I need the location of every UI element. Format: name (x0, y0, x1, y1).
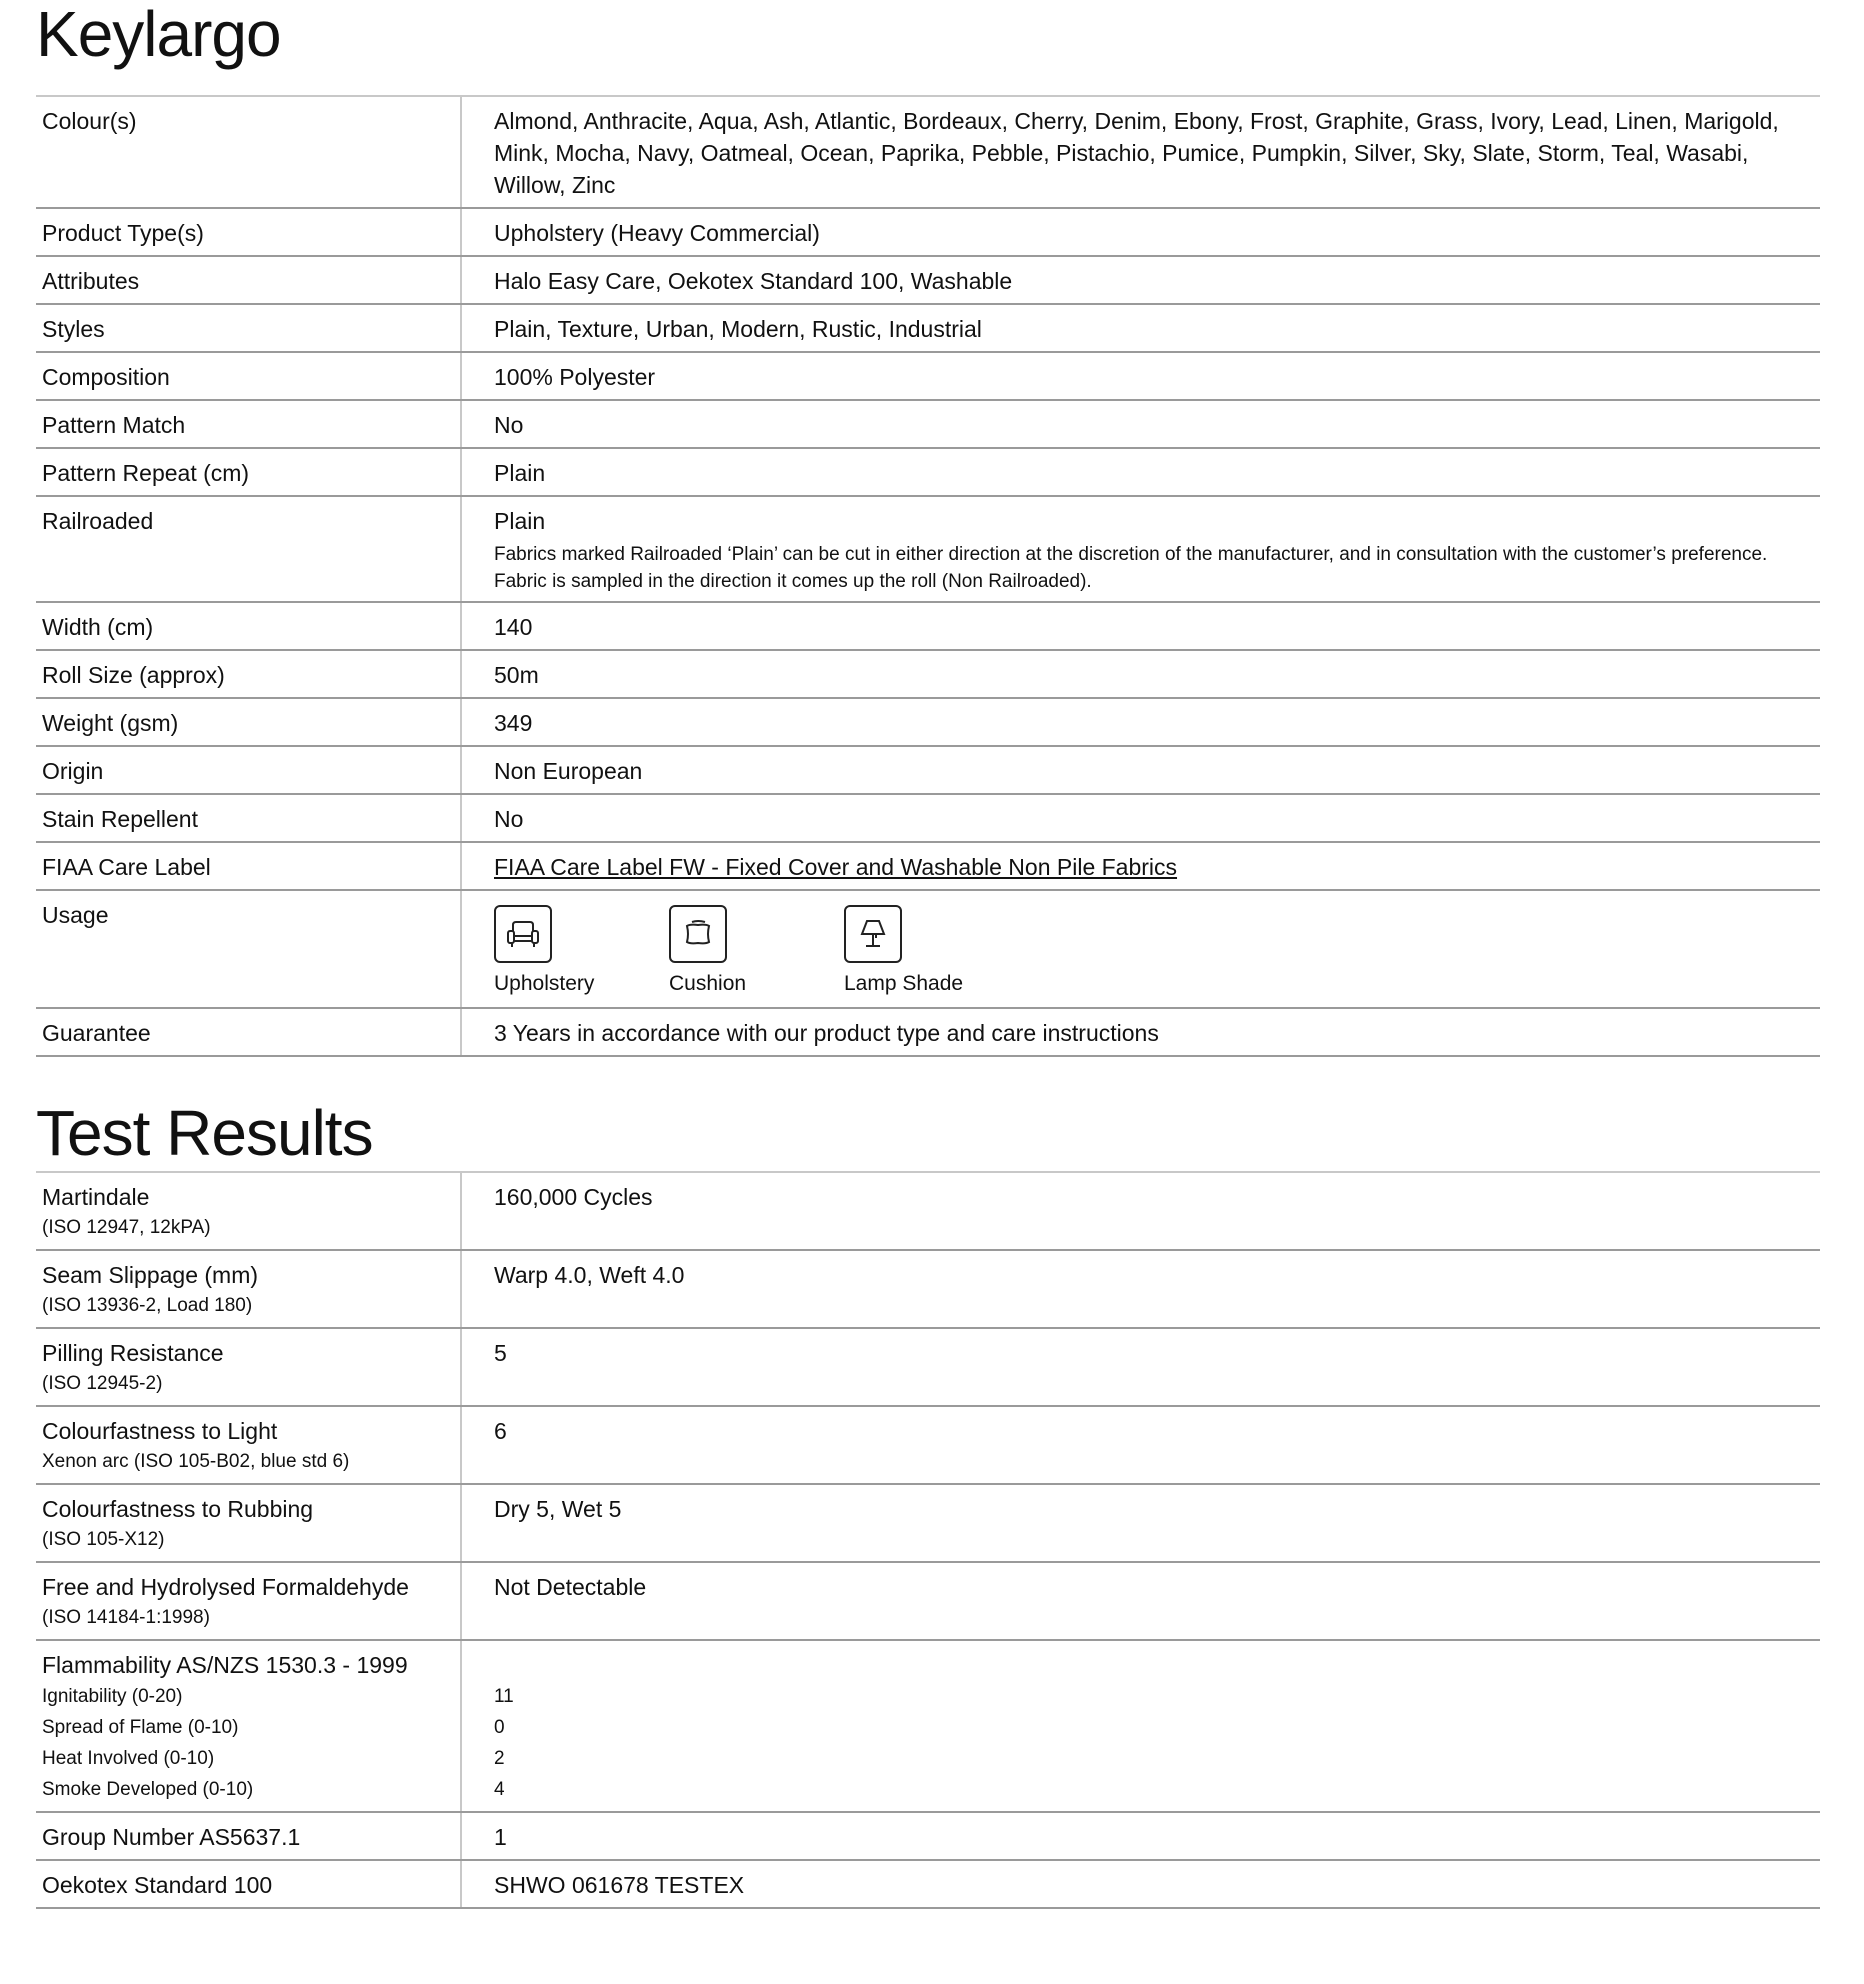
table-row (36, 1484, 1820, 1562)
test-name: Free and Hydrolysed Formaldehyde (42, 1574, 409, 1600)
row-label: Product Type(s) (36, 208, 461, 256)
row-value: Not Detectable (461, 1562, 1820, 1640)
row-label: Pattern Match (36, 400, 461, 448)
table-row (36, 746, 1820, 794)
row-label: Oekotex Standard 100 (36, 1860, 461, 1908)
railroaded-note: Fabrics marked Railroaded ‘Plain’ can be cut in either direction at the discretion of the manufacturer, and in consultation with the customer’s preference. Fabric is sampled in the direction it comes up the roll (Non Railroaded). (494, 544, 1768, 592)
row-value: 100% Polyester (461, 352, 1820, 400)
table-row (36, 96, 1820, 208)
test-name: Colourfastness to Light (42, 1418, 278, 1444)
row-label: Usage (36, 890, 461, 1008)
row-label: FIAA Care Label (36, 842, 461, 890)
test-name: Martindale (42, 1184, 150, 1210)
row-label: Width (cm) (36, 602, 461, 650)
usage-item-lamp-shade (844, 905, 1019, 999)
table-row (36, 1008, 1820, 1056)
row-label (36, 1172, 461, 1250)
row-label: Origin (36, 746, 461, 794)
usage-item-cushion (669, 905, 844, 999)
row-value: 3 Years in accordance with our product type and care instructions (461, 1008, 1820, 1056)
row-label: Colour(s) (36, 96, 461, 208)
lamp-shade-icon (844, 905, 902, 963)
test-standard: (ISO 12945-2) (42, 1373, 163, 1394)
table-row (36, 1328, 1820, 1406)
test-standard: (ISO 13936-2, Load 180) (42, 1295, 253, 1316)
row-label: Guarantee (36, 1008, 461, 1056)
row-value: Plain (461, 448, 1820, 496)
row-label (36, 1406, 461, 1484)
flammability-values (494, 1649, 1800, 1805)
row-label: Styles (36, 304, 461, 352)
test-name: Colourfastness to Rubbing (42, 1496, 314, 1522)
table-row (36, 1812, 1820, 1860)
row-value: 349 (461, 698, 1820, 746)
armchair-icon (494, 905, 552, 963)
criterion-label: Ignitability (0-20) (42, 1686, 183, 1707)
test-standard: Xenon arc (ISO 105-B02, blue std 6) (42, 1451, 350, 1472)
row-value: Almond, Anthracite, Aqua, Ash, Atlantic, Bordeaux, Cherry, Denim, Ebony, Frost, Graphite, Grass, Ivory, Lead, Linen, Marigold, Mink, Mocha, Navy, Oatmeal, Ocean, Paprika, Pebble, Pistachio, Pumice, Pumpkin, Silver, Sky, Slate, Storm, Teal, Wasabi, Willow, Zinc (461, 96, 1820, 208)
criterion-label: Spread of Flame (0-10) (42, 1717, 239, 1738)
row-value: Halo Easy Care, Oekotex Standard 100, Washable (461, 256, 1820, 304)
table-row (36, 304, 1820, 352)
row-value: Upholstery (Heavy Commercial) (461, 208, 1820, 256)
row-value: 160,000 Cycles (461, 1172, 1820, 1250)
test-standard: (ISO 105-X12) (42, 1529, 165, 1550)
table-row (36, 496, 1820, 602)
cushion-icon (669, 905, 727, 963)
row-label (36, 1328, 461, 1406)
table-row (36, 448, 1820, 496)
usage-label: Lamp Shade (844, 972, 964, 995)
table-row (36, 602, 1820, 650)
specifications-table (36, 95, 1820, 1057)
row-value: Warp 4.0, Weft 4.0 (461, 1250, 1820, 1328)
row-label: Roll Size (approx) (36, 650, 461, 698)
table-row (36, 1640, 1820, 1812)
row-value: Dry 5, Wet 5 (461, 1484, 1820, 1562)
table-row (36, 352, 1820, 400)
care-label-link[interactable]: FIAA Care Label FW - Fixed Cover and Washable Non Pile Fabrics (494, 854, 1178, 880)
row-value: SHWO 061678 TESTEX (461, 1860, 1820, 1908)
table-row (36, 1172, 1820, 1250)
product-title: Keylargo (36, 0, 281, 70)
flammability-criteria (42, 1681, 454, 1805)
row-label: Stain Repellent (36, 794, 461, 842)
test-standard: (ISO 12947, 12kPA) (42, 1217, 211, 1238)
row-label (36, 1484, 461, 1562)
table-row (36, 1406, 1820, 1484)
row-value (461, 1640, 1820, 1812)
usage-label: Cushion (669, 972, 747, 995)
row-value: Plain, Texture, Urban, Modern, Rustic, Industrial (461, 304, 1820, 352)
row-value: 6 (461, 1406, 1820, 1484)
row-value: 50m (461, 650, 1820, 698)
table-row (36, 1562, 1820, 1640)
table-row (36, 400, 1820, 448)
criterion-label: Heat Involved (0-10) (42, 1748, 215, 1769)
row-label: Group Number AS5637.1 (36, 1812, 461, 1860)
test-results-title: Test Results (36, 1097, 373, 1169)
table-row (36, 1860, 1820, 1908)
test-name: Pilling Resistance (42, 1340, 224, 1366)
criterion-value: 0 (494, 1717, 505, 1738)
criterion-value: 11 (494, 1686, 514, 1707)
row-value (461, 890, 1820, 1008)
row-label (36, 1640, 461, 1812)
row-label: Composition (36, 352, 461, 400)
test-results-table (36, 1171, 1820, 1909)
row-label: Attributes (36, 256, 461, 304)
criterion-value: 4 (494, 1779, 505, 1800)
table-row (36, 256, 1820, 304)
criterion-value: 2 (494, 1748, 505, 1769)
table-row (36, 842, 1820, 890)
table-row (36, 794, 1820, 842)
usage-label: Upholstery (494, 972, 595, 995)
usage-item-upholstery (494, 905, 669, 999)
row-label: Railroaded (36, 496, 461, 602)
table-row (36, 890, 1820, 1008)
table-row (36, 698, 1820, 746)
row-value: No (461, 794, 1820, 842)
railroaded-value: Plain (494, 508, 546, 534)
row-value: 140 (461, 602, 1820, 650)
test-name: Flammability AS/NZS 1530.3 - 1999 (42, 1652, 408, 1678)
test-standard: (ISO 14184-1:1998) (42, 1607, 210, 1628)
row-value: No (461, 400, 1820, 448)
row-value (461, 496, 1820, 602)
test-name: Seam Slippage (mm) (42, 1262, 259, 1288)
row-label: Pattern Repeat (cm) (36, 448, 461, 496)
row-value (461, 842, 1820, 890)
row-label: Weight (gsm) (36, 698, 461, 746)
row-label (36, 1562, 461, 1640)
row-value: Non European (461, 746, 1820, 794)
table-row (36, 650, 1820, 698)
criterion-label: Smoke Developed (0-10) (42, 1779, 254, 1800)
table-row (36, 208, 1820, 256)
usage-list (494, 899, 1800, 1001)
row-value: 5 (461, 1328, 1820, 1406)
table-row (36, 1250, 1820, 1328)
row-label (36, 1250, 461, 1328)
row-value: 1 (461, 1812, 1820, 1860)
